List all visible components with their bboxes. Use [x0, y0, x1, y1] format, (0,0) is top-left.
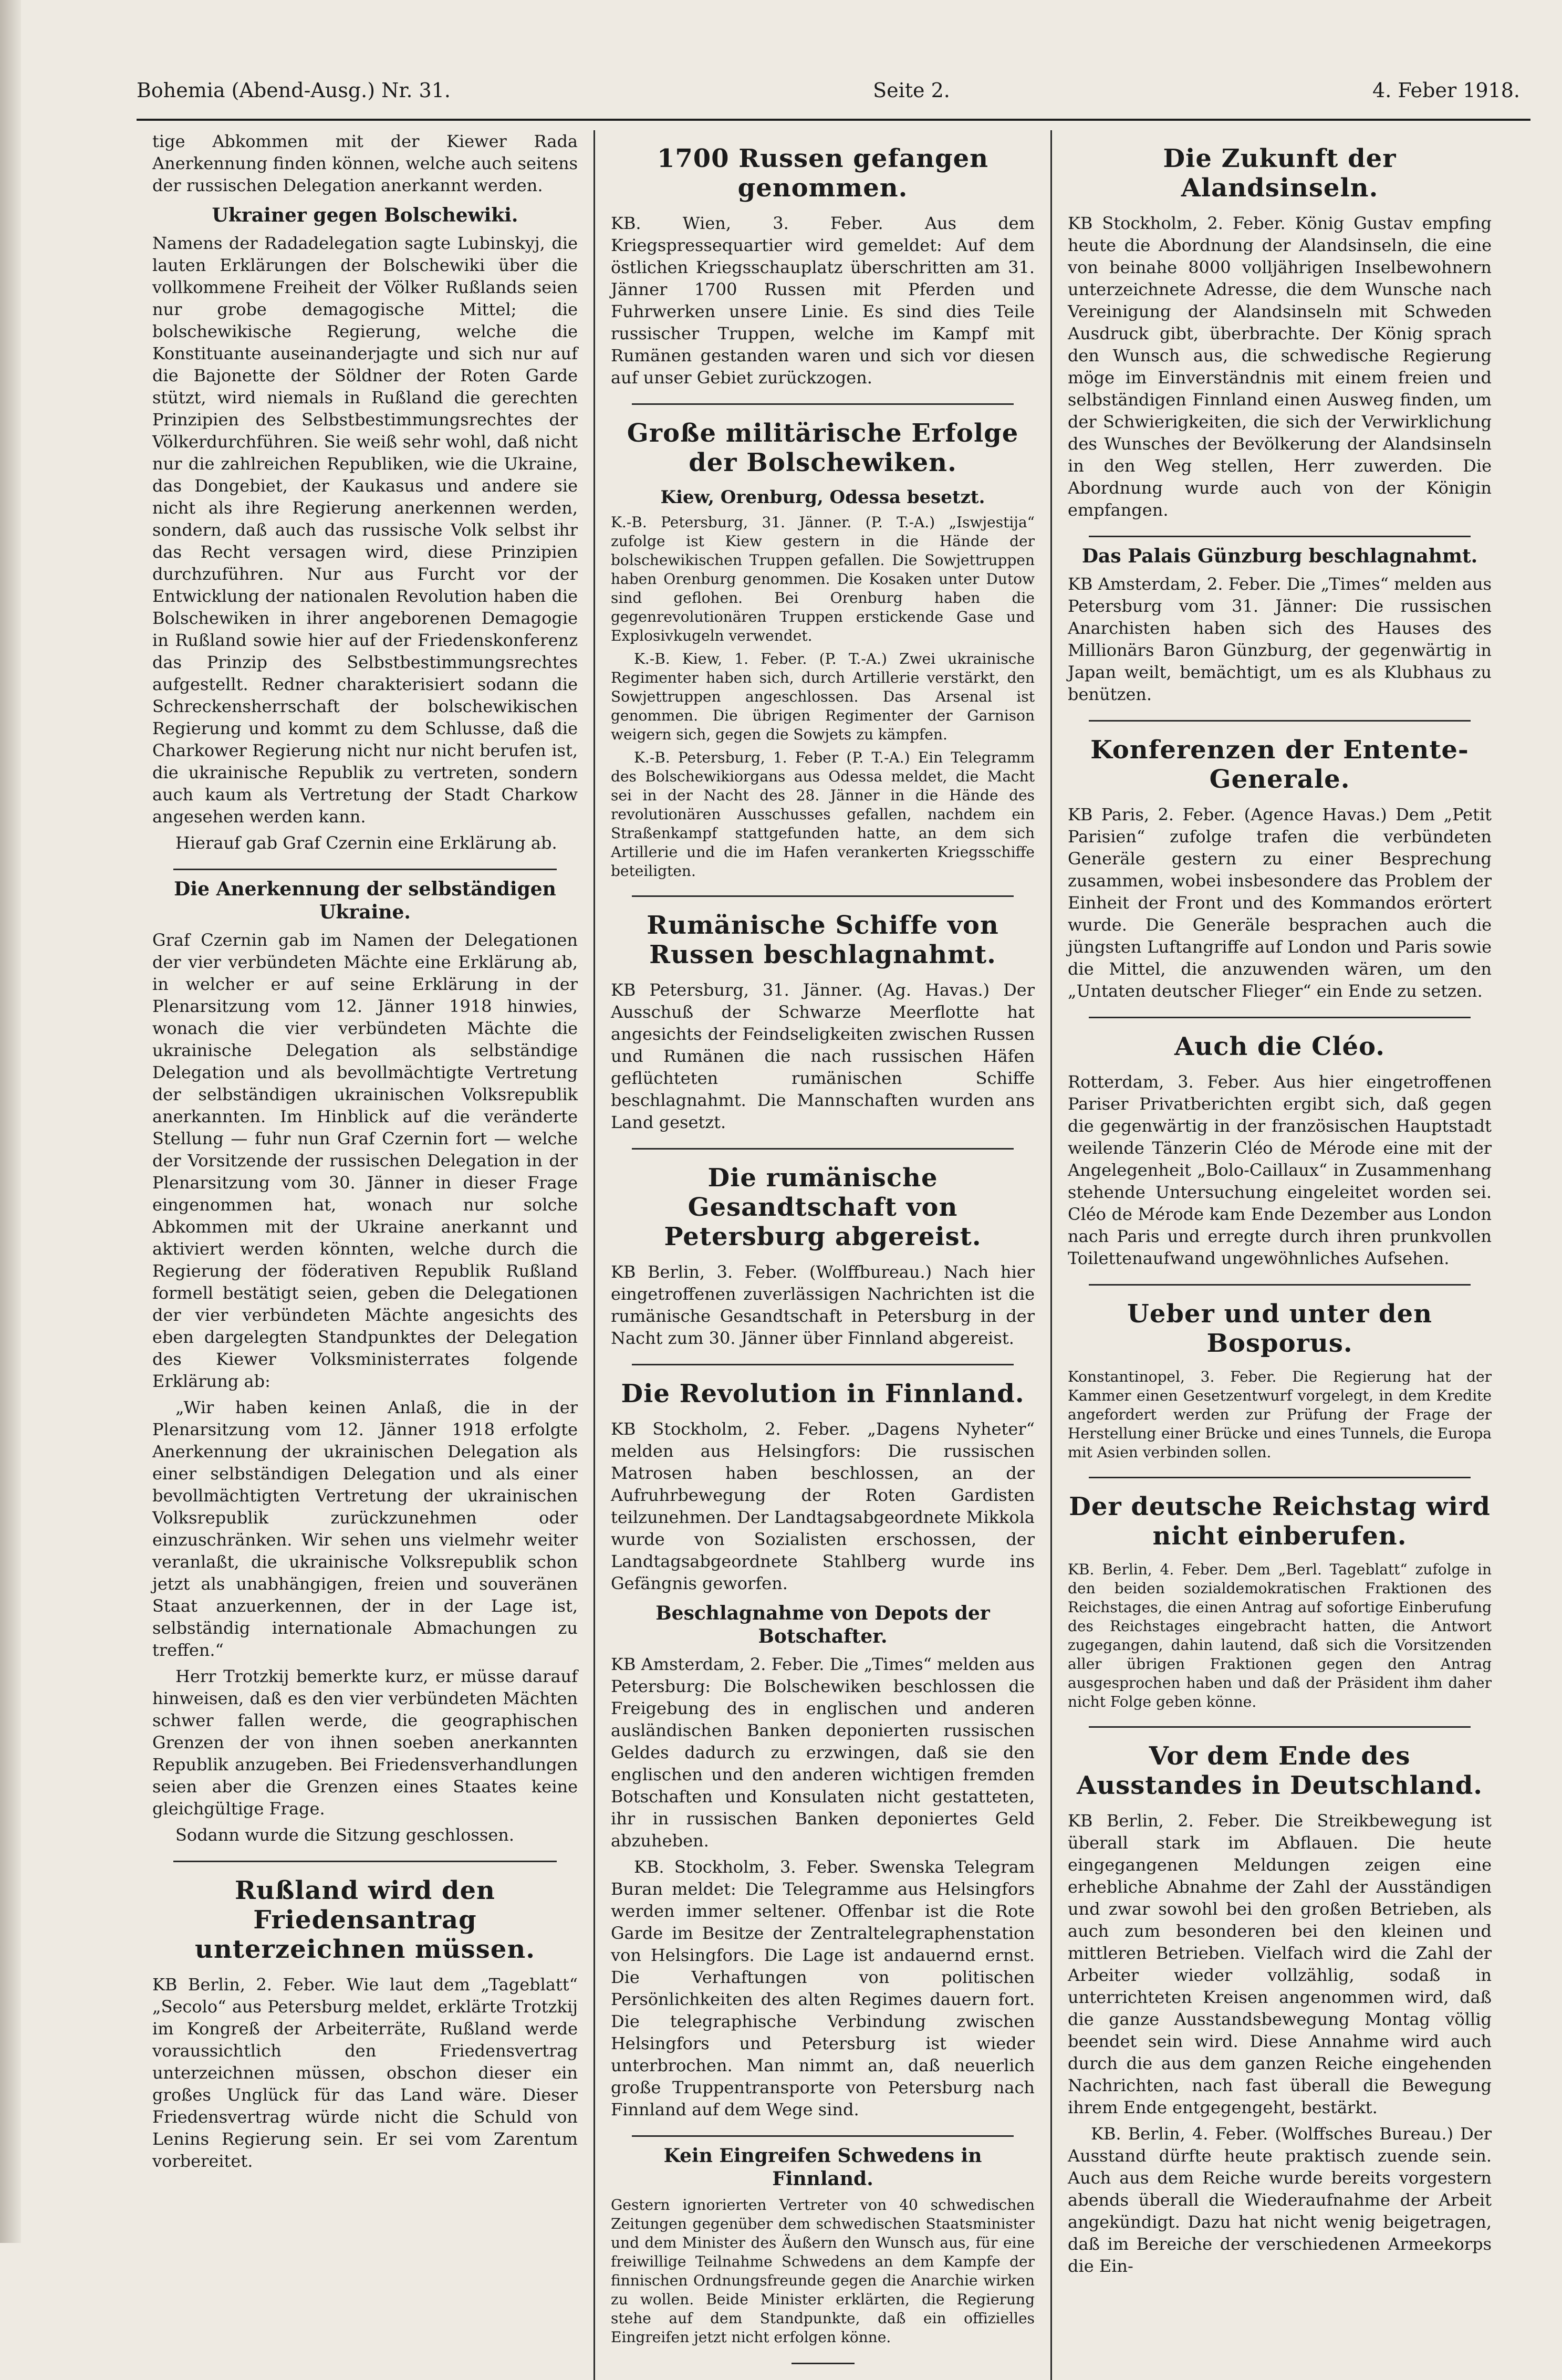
article-paragraph: K.-B. Petersburg, 1. Feber (P. T.-A.) Ein Telegramm des Bolschewikiorgans aus Odessa meldet, die Macht sei in der Nacht des 28. Jänner in die Hände des revolutionären Ausschusses gefallen, nachdem ein Straßenkampf stattgefunden hatte, an dem sich Artillerie und die im Hafen verankerten Kriegsschiffe beteiligten. [611, 749, 1035, 880]
article-title: Vor dem Ende des Ausstandes in Deutschland. [1077, 1741, 1483, 1800]
article-separator [632, 895, 1014, 897]
article-continuation: tige Abkommen mit der Kiewer Rada Anerkennung finden können, welche auch seitens der russischen Delegation anerkannt werden. [152, 131, 578, 195]
article-body-small [1068, 1368, 1492, 1462]
article-paragraph: „Wir haben keinen Anlaß, die in der Plenarsitzung vom 12. Jänner 1918 erfolgte Anerkennung der ukrainischen Delegation als einer selbständigen Delegation und als einer bevollmächtigten Vertretung der ukrainischen Volksrepublik zurückzunehmen oder einzuschränken. Wir sehen uns vielmehr weiter veranlaßt, die ukrainische Volksrepublik schon jetzt als unabhängigen, freien und souveränen Staat anzuerkennen, der in der Lage ist, selbständig internationale Abmachungen zu treffen.“ [152, 1397, 578, 1660]
article-title: Die Revolution in Finnland. [621, 1379, 1025, 1408]
article-separator [632, 2135, 1014, 2137]
page-number: Seite 2. [873, 79, 950, 102]
article-paragraph: KB. Stockholm, 3. Feber. Swenska Telegram Buran meldet: Die Telegramme aus Helsingfors werden immer seltener. Offenbar ist die Rote Garde im Besitze der Zentraltelegraphenstation von Helsingfors. Die Lage ist andauernd ernst. Die Verhaftungen von politischen Persönlichkeiten des alten Regimes dauern fort. Die telegraphische Verbindung zwischen Helsingfors und Petersburg ist wieder unterbrochen. Man nimmt an, daß neuerlich große Truppentransporte von Petersburg nach Finnland auf dem Wege sind. [611, 1857, 1035, 2120]
article-body-small [611, 513, 1035, 881]
article-paragraph: KB Amsterdam, 2. Feber. Die „Times“ melden aus Petersburg vom 31. Jänner: Die russischen Anarchisten haben sich des Hauses des Millionärs Baron Günzburg, der gegenwärtig in Japan weilt, bemächtigt, um es als Klubhaus zu benützen. [1068, 574, 1492, 704]
article-title: Die rumänische Gesandtschaft von Petersburg abgereist. [664, 1163, 982, 1251]
article-paragraph: KB Berlin, 3. Feber. (Wolffbureau.) Nach hier eingetroffenen zuverlässigen Nachrichten ist die rumänische Gesandtschaft in Petersburg in der Nacht zum 30. Jänner über Finnland abgereist. [611, 1262, 1035, 1348]
article-separator [632, 403, 1014, 405]
article-paragraph: KB Stockholm, 2. Feber. König Gustav empfing heute die Abordnung der Alandsinseln, die eine von beinahe 8000 volljährigen Inselbewohnern unterzeichnete Adresse, die dem Wunsche nach Vereinigung der Alandsinseln mit Schweden Ausdruck gibt, überbrachte. Der König sprach den Wunsch aus, die schwedische Regierung möge im Einverständnis mit einem freien und selbständigen Finnland einen Ausweg finden, um der Schwierigkeiten, die sich der Verwirklichung des Wunsches der Bevölkerung der Alandsinseln in den Weg stellen, Herr zuwerden. Die Abordnung wurde auch von der Königin empfangen. [1068, 213, 1492, 520]
article-paragraph: KB Berlin, 2. Feber. Die Streikbewegung ist überall stark im Abflauen. Die heute eingegangenen Meldungen zeigen eine erhebliche Abnahme der Zahl der Ausständigen und zwar sowohl bei den großen Betrieben, als auch zum besonderen bei den kleinen und mittleren Betrieben. Vielfach wird die Zahl der Arbeiter wieder vollzählig, sodaß in unterrichteten Kreisen angenommen wird, daß die ganze Ausstandsbewegung Montag völlig beendet sein wird. Diese Annahme wird auch durch die aus dem ganzen Reiche eingehenden Nachrichten, nach fast überall die Bewegung ihrem Ende entgegengeht, bestärkt. [1068, 1811, 1492, 2117]
article-paragraph: Rotterdam, 3. Feber. Aus hier eingetroffenen Pariser Privatberichten ergibt sich, daß gegen die gegenwärtig in der französischen Hauptstadt weilende Tänzerin Cléo de Mérode eine mit der Angelegenheit „Bolo-Caillaux“ in Zusammenhang stehende Untersuchung eingeleitet worden sei. Cléo de Mérode kam Ende Dezember aus London nach Paris und erregte durch ihren prunkvollen Toilettenaufwand ungewöhnliches Aufsehen. [1068, 1072, 1492, 1268]
article-separator [1089, 1477, 1471, 1478]
column-1 [137, 130, 593, 2380]
article-title: Ukrainer gegen Bolschewiki. [212, 204, 518, 226]
article-paragraph: KB Berlin, 2. Feber. Wie laut dem „Tageblatt“ „Secolo“ aus Petersburg meldet, erklärte Trotzkij im Kongreß der Arbeiterräte, Rußland werde voraussichtlich den Friedensvertrag unterzeichnen müssen, obschon dieser ein großes Unglück für das Land wäre. Dieser Friedensvertrag würde nicht die Schuld von Lenins Regierung sein. Er sei vom Zarentum vorbereitet. [152, 1975, 578, 2171]
issue-date: 4. Feber 1918. [1372, 79, 1520, 102]
article-separator [632, 1148, 1014, 1150]
article-paragraph: K.-B. Kiew, 1. Feber. (P. T.-A.) Zwei ukrainische Regimenter haben sich, durch Artillerie verstärkt, den Sowjettruppen angeschlossen. Das Arsenal ist genommen. Die übrigen Regimenter der Garnison weigern sich, gegen die Sowjets zu kämpfen. [611, 650, 1035, 743]
article-subheading: Kiew, Orenburg, Odessa besetzt. [660, 487, 985, 508]
article-paragraph: KB. Berlin, 4. Feber. Dem „Berl. Tageblatt“ zufolge in den beiden sozialdemokratischen Fraktionen des Reichstages, die einen Antrag auf sofortige Einberufung des Reichstages eingebracht hatten, die Antwort zugegangen, dahin lautend, daß sich die Vorsitzenden aller übrigen Fraktionen gegen den Antrag ausgesprochen haben und daß der Präsident ihm daher nicht Folge geben könne. [1068, 1561, 1492, 1710]
article-separator [173, 1861, 557, 1862]
article-separator [173, 869, 557, 870]
column-2 [593, 130, 1050, 2380]
publication-name: Bohemia (Abend-Ausg.) Nr. 31. [137, 79, 451, 102]
article-paragraph: Namens der Radadelegation sagte Lubinskyj, die lauten Erklärungen der Bolschewiki über die vollkommene Freiheit der Völker Rußlands seien nur grobe demagogische Mittel; die bolschewikische Regierung, welche die Konstituante auseinanderjagte und sich nur auf die Bajonette der Söldner der Roten Garde stützt, wird niemals in Rußland die gerechten Prinzipien des Selbstbestimmungsrechtes der Völkerdurchführen. Sie weiß sehr wohl, daß nicht nur die zahlreichen Republiken, wie die Ukraine, das Dongebiet, der Kaukasus und andere sie nicht als ihre Regierung anerkennen werden, sondern, daß auch das russische Volk selbst ihr das Recht versagen wird, diese Prinzipien durchzuführen. Nur aus Furcht vor der Entwicklung der nationalen Revolution haben die Bolschewiken in ihrer angeborenen Demagogie in Rußland sowie hier auf der Friedenskonferenz das Prinzip des Selbstbestimmungsrechtes aufgestellt. Redner charakterisiert sodann die Schreckensherrschaft der bolschewikischen Regierung und kommt zu dem Schlusse, daß die Charkower Regierung nicht nur nicht berufen ist, die ukrainische Republik zu vertreten, sondern auch kaum als Vertretung der Stadt Charkow angesehen werden kann. [152, 233, 578, 827]
article-paragraph: KB Stockholm, 2. Feber. „Dagens Nyheter“ melden aus Helsingfors: Die russischen Matrosen haben beschlossen, an der Aufruhrbewegung der Roten Gardisten teilzunehmen. Der Landtagsabgeordnete Mikkola wurde von Sozialisten erschossen, der Landtagsabgeordnete Stahlberg wurde ins Gefängnis geworfen. [611, 1419, 1035, 1593]
article-body-small [1068, 1560, 1492, 1711]
article-separator [1089, 536, 1471, 537]
article-title: Die Anerkennung der selbständigen Ukraine. [174, 878, 556, 923]
header-rule [137, 119, 1530, 121]
article-body-small [611, 2196, 1035, 2347]
article-paragraph: KB. Berlin, 4. Feber. (Wolffsches Bureau.) Der Ausstand dürfte heute praktisch zuende sein. Auch aus dem Reiche wurde bereits vorgestern abends überall die Wiederaufnahme der Arbeit angekündigt. Dazu hat nicht wenig beigetragen, daß im Bereiche der verschiedenen Armeekorps die Ein- [1068, 2124, 1492, 2276]
column-3 [1050, 130, 1507, 2380]
article-paragraph: Hierauf gab Graf Czernin eine Erklärung ab. [175, 833, 557, 853]
article-paragraph: KB Amsterdam, 2. Feber. Die „Times“ melden aus Petersburg: Die Bolschewiken beschlossen die Freigebung des in englischen und anderen ausländischen Banken deponierten russischen Geldes dadurch zu erzwingen, daß sie den englischen und den anderen wichtigen fremden Botschaften und Konsulaten nicht gestatteten, ihr in russischen Banken deponiertes Geld abzuheben. [611, 1654, 1035, 1851]
article-paragraph: K.-B. Petersburg, 31. Jänner. (P. T.-A.) „Iswjestija“ zufolge ist Kiew gestern in die Hände der bolschewikischen Truppen gefallen. Die Sowjettruppen haben Orenburg genommen. Die Kosaken unter Dutow sind geflohen. Bei Orenburg haben die gegenrevolutionären Truppen erstickende Gase und Explosivkugeln verwendet. [611, 514, 1035, 644]
page-header [105, 79, 1530, 116]
article-separator [1089, 1017, 1471, 1018]
article-paragraph: Konstantinopel, 3. Feber. Die Regierung hat der Kammer einen Gesetzentwurf vorgelegt, in dem Kredite angefordert werden zur Prüfung der Frage der Herstellung einer Brücke und eines Tunnels, die Europa mit Asien verbinden sollen. [1068, 1368, 1492, 1461]
article-separator [1089, 720, 1471, 722]
article-title: Rumänische Schiffe von Russen beschlagnahmt. [647, 911, 999, 969]
article-separator [1089, 1726, 1471, 1728]
article-separator [632, 1364, 1014, 1365]
article-separator [1089, 1284, 1471, 1286]
article-paragraph: Herr Trotzkij bemerkte kurz, er müsse darauf hinweisen, daß es den vier verbündeten Mächten schwer fallen werde, die geographischen Grenzen der von ihnen soeben anerkannten Republik anzugeben. Bei Friedensverhandlungen seien aber die Grenzen eines Staates keine gleichgültige Frage. [152, 1666, 578, 1819]
article-paragraph: KB. Wien, 3. Feber. Aus dem Kriegspressequartier wird gemeldet: Auf dem östlichen Kriegsschauplatz überschritten am 31. Jänner 1700 Russen mit Pferden und Fuhrwerken unsere Linie. Es sind dies Teile russischer Truppen, welche im Kampf mit Rumänen gestanden waren und sich vor diesen auf unser Gebiet zurückzogen. [611, 213, 1035, 388]
article-title: Große militärische Erfolge der Bolschewiken. [627, 419, 1019, 477]
article-paragraph: Sodann wurde die Sitzung geschlossen. [175, 1825, 515, 1845]
article-title: Auch die Cléo. [1174, 1032, 1385, 1061]
article-title: Rußland wird den Friedensantrag unterzeichnen müssen. [195, 1876, 535, 1964]
article-paragraph: KB Paris, 2. Feber. (Agence Havas.) Dem „Petit Parisien“ zufolge trafen die verbündeten Generäle gestern zu einer Besprechung zusammen, wobei insbesondere das Problem der Einheit der Front und des Kommandos erörtert wurde. Die Generäle besprachen auch die jüngsten Luftangriffe auf London und Paris sowie die Mittel, die anzuwenden wären, um den „Untaten deutscher Flieger“ ein Ende zu setzen. [1068, 805, 1492, 1001]
article-paragraph: Graf Czernin gab im Namen der Delegationen der vier verbündeten Mächte eine Erklärung ab, in welcher er auf seine Erklärung in der Plenarsitzung vom 12. Jänner 1918 hinwies, wonach die vier verbündeten Mächte die ukrainische Delegation als selbständige Delegation und als bevollmächtigte Vertretung der selbständigen ukrainischen Volksrepublik anerkannten. Im Hinblick auf die veränderte Stellung — fuhr nun Graf Czernin fort — welche der Vorsitzende der russischen Delegation in der Plenarsitzung vom 30. Jänner in dieser Frage eingenommen hat, wonach nur solche Abkommen mit der Ukraine anerkannt und aktiviert werden könnten, welche durch die Regierung der föderativen Republik Rußland formell bestätigt seien, geben die Delegationen der vier verbündeten Mächte angesichts des eben dargelegten Standpunktes der Delegation des Kiewer Volksministerrates folgende Erklärung ab: [152, 930, 578, 1391]
columns [137, 130, 1530, 2380]
article-title: Der deutsche Reichstag wird nicht einberufen. [1069, 1492, 1491, 1551]
article-title: Kein Eingreifen Schwedens in Finnland. [663, 2145, 982, 2190]
article-title: Beschlagnahme von Depots der Botschafter. [655, 1602, 990, 1647]
article-title: Ueber und unter den Bosporus. [1127, 1299, 1433, 1358]
end-rule [792, 2363, 855, 2364]
article-paragraph: KB Petersburg, 31. Jänner. (Ag. Havas.) Der Ausschuß der Schwarze Meerflotte hat angesichts der Feindseligkeiten zwischen Russen und Rumänen die nach russischen Häfen geflüchteten rumänischen Schiffe beschlagnahmt. Die Mannschaften wurden ans Land gesetzt. [611, 980, 1035, 1132]
article-title: 1700 Russen gefangen genommen. [657, 144, 989, 203]
article-title: Konferenzen der Entente-Generale. [1090, 735, 1469, 794]
article-title: Das Palais Günzburg beschlagnahmt. [1081, 545, 1478, 567]
article-title: Die Zukunft der Alandsinseln. [1163, 144, 1397, 203]
article-paragraph: Gestern ignorierten Vertreter von 40 schwedischen Zeitungen gegenüber dem schwedischen Staatsminister und dem Minister des Äußern den Wunsch aus, für eine freiwillige Teilnahme Schwedens an dem Kampfe der finnischen Ordnungsfreunde gegen die Anarchie wirken zu wollen. Beide Minister erklärten, die Regierung stehe auf dem Standpunkte, daß ein offizielles Eingreifen jetzt nicht erfolgen könne. [611, 2196, 1035, 2346]
